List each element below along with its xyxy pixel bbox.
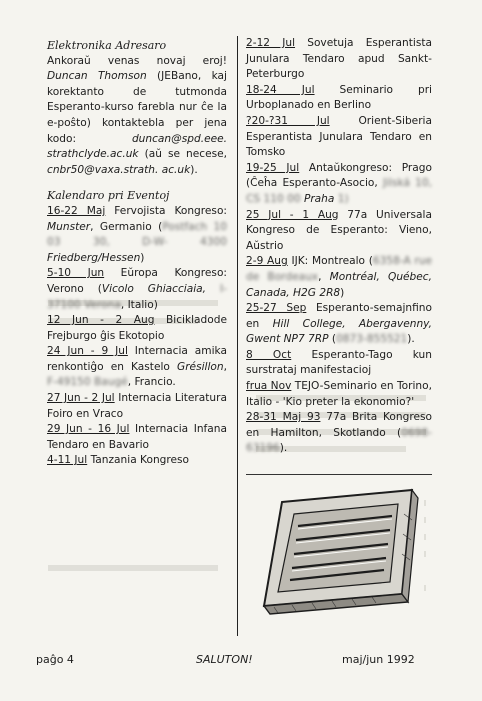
event-date: 27 Jun - 2 Jul [47,392,115,405]
event-item [246,36,432,83]
place-name: Munster [47,220,91,233]
event-date: ?20-?31 Jul [246,114,330,127]
text: ( [328,333,337,346]
redacted-text: F-49150 Baugé [47,376,128,389]
email-address: cnbr50@vaxa.strath. ac.uk [47,163,191,176]
text: Sovetuja Esperantista Junulara Tendaro apud Sankt-Peterburgo [246,37,432,81]
event-item [47,453,227,469]
event-item [246,301,432,348]
text: Bicikladode Frejburgo ĝis Ekotopio [47,314,227,342]
text: Ankoraŭ venas novaj eroj! [47,54,227,67]
engraved-card-illustration [252,484,424,618]
email-address: duncan@spd.eee. strathclyde.ac.uk [47,132,227,161]
event-item [246,114,432,161]
redacted-text: I-37100 Verona [47,282,227,311]
text: Fervojista Kongreso: [105,204,227,217]
text: Internacia amika renkontiĝo en Kastelo [47,345,227,373]
text: Internacia Infana Tendaro en Bavario [47,423,227,451]
event-item [246,208,432,255]
event-date: 25 Jul - 1 Aug [246,208,339,221]
page-number: paĝo 4 [36,653,74,666]
event-date: 4-11 Jul [47,454,88,467]
event-date: 16-22 Maj [47,204,106,217]
text: 77a Universala Kongreso de Esperanto: Vieno, Aŭstrio [246,208,432,252]
event-date: frua Nov [246,380,292,393]
event-date: 12 Jun - 2 Aug [47,314,155,327]
issue-date: maj/jun 1992 [342,653,415,666]
address-paragraph [47,54,227,179]
text: Eŭropa Kongreso: Verono ( [47,267,227,295]
text: Orient-Siberia Esperantista Junulara Tendaro en Tomsko [246,114,432,159]
text: ) [140,251,145,264]
event-item [47,204,227,266]
event-date: 2-9 Aug [246,255,288,268]
text: , [318,270,330,283]
event-date: 25-27 Sep [246,302,307,315]
text: Esperanto-Tago kun surstrataj manifestacioj [246,348,432,377]
event-item [47,313,227,344]
section-heading-addresses: Elektronika Adresaro [47,39,167,52]
event-item [246,254,432,301]
event-item [47,422,227,453]
text: Tanzania Kongreso [87,454,190,467]
event-item [47,344,227,391]
event-item [246,161,432,208]
text: , Italio) [120,298,158,311]
left-column [47,38,227,469]
event-item [47,266,227,313]
place-name: Grésillon [176,360,224,373]
event-date: 8 Oct [246,348,292,361]
text: IJK: Montrealo ( [287,255,373,268]
redacted-text: 1) [334,192,349,205]
column-divider [237,36,238,636]
text: , [223,360,227,373]
place-name: Hill College, Abergavenny, Gwent NP7 7RP [246,317,432,346]
event-date: 18-24 Jul [246,83,315,96]
text: (JEBano, kaj korektanto de tutmonda Esperanto-kurso farebla nur ĉe la e-poŝto) kontaktebla per jena kodo: [47,70,227,145]
event-item [246,379,432,410]
address: Vicolo Ghiacciaia, [101,282,207,295]
text: 77a Brita Kongreso en Hamilton, Skotlando ( [246,411,432,439]
redacted-text: 4300 [200,236,228,249]
event-date: 19-25 Jul [246,161,300,174]
redacted-text: 0873-855521 [336,333,408,346]
text: ). [190,163,198,176]
text: , Germanio ( [90,220,163,233]
text: ). [279,442,288,455]
column-rule [246,474,432,475]
redacted-text: Postfach 10 03 30, D-W- [47,220,227,249]
event-date: 29 Jun - 16 Jul [47,423,130,436]
event-date: 5-10 Jun [47,267,105,280]
event-date: 28-31 Maj 93 [246,411,321,424]
text: , Francio. [127,376,176,389]
text: Internacia Literatura Foiro en Vraco [47,392,227,420]
right-column [246,36,432,457]
text: ). [407,333,415,346]
text: ) [340,286,345,299]
redacted-text: 6358-A rue de Bordeaux [246,255,433,283]
place-name: Praha [303,192,335,205]
text: Antaŭkongreso: Prago (Ĉeĥa Esperanto-Asocio, [246,161,432,190]
redacted-text: Jilská 10, CS 110 00 [246,177,432,205]
text: (aŭ se necese, [138,148,227,161]
section-heading-calendar: Kalendaro pri Eventoj [47,189,170,203]
person-name: Duncan Thomson [47,70,147,83]
event-item [246,83,432,114]
event-item [47,391,227,422]
event-item [246,410,432,457]
publication-title: SALUTON! [196,653,253,666]
text: Esperanto-semajnfino en [246,302,432,330]
event-item [246,348,432,379]
event-date: 24 Jun - 9 Jul [47,345,128,358]
text: Seminario pri Urboplanado en Berlino [246,83,433,112]
place-name: Friedberg/Hessen [47,251,141,264]
redacted-text: 0698-63196 [246,426,432,455]
event-date: 2-12 Jul [246,37,296,49]
text: TEJO-Seminario en Torino, Italio - 'Kio preter la ekonomio?' [246,380,432,408]
place-name: Montréal, Québec, Canada, H2G 2R8 [246,270,432,299]
